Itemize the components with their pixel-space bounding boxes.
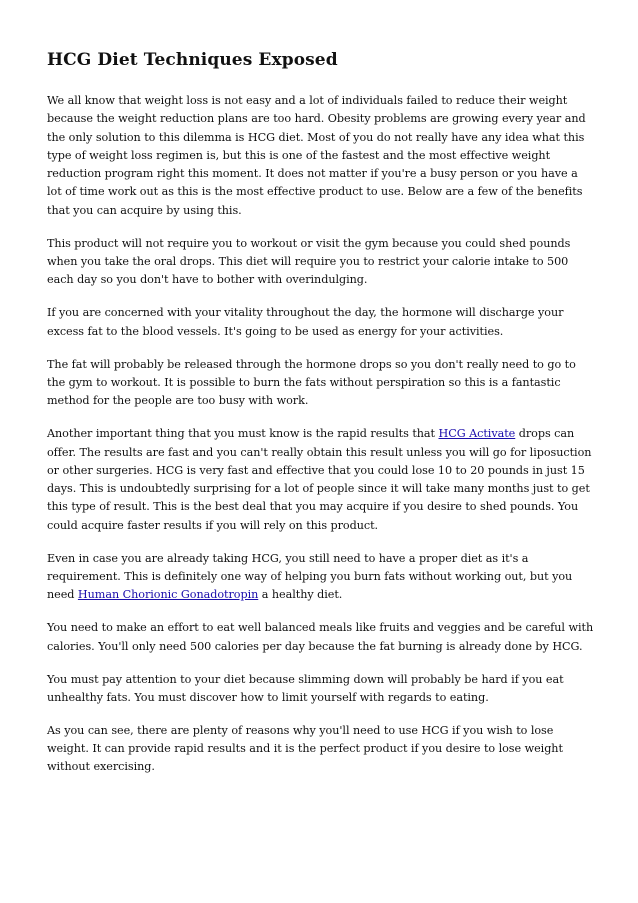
article-title: HCG Diet Techniques Exposed — [47, 50, 338, 70]
human-chorionic-gonadotropin-link[interactable]: Human Chorionic Gonadotropin — [77, 588, 259, 602]
paragraph-attention-diet: You must pay attention to your diet because slimming down will probably be hard if you eat unhealthy fats. You must discover how to limit yourself with regards to eating. — [47, 672, 564, 704]
paragraph-balanced-meals: You need to make an effort to eat well balanced meals like fruits and veggies and be careful with calories. You'll only need 500 calories per day because the fat burning is already done by HCG. — [47, 621, 594, 653]
paragraph-text: drops can offer. The results are fast and you can't really obtain this result unless you will go for liposuction or other surgeries. HCG is very fast and effective that you could lose 10 to 20 pounds in just 15 days. This is undoubtedly surprising for a lot of people since it will take many months just to get this type of result. This is the best deal that you may acquire if you desire to shed pounds. You could acquire faster results if you will rely on this product. — [47, 427, 592, 532]
paragraph-intro: We all know that weight loss is not easy and a lot of individuals failed to reduce their weight because the weight reduction plans are too hard. Obesity problems are growing every year and the only solution to this dilemma is HCG diet. Most of you do not really have any idea what this type of weight loss regimen is, but this is one of the fastest and the most effective weight reduction program right this moment. It does not matter if you're a busy person or you have a lot of time work out as this is the most effective product to use. Below are a few of the benefits that you can acquire by using this. — [47, 94, 586, 217]
paragraph-fat-release: The fat will probably be released through the hormone drops so you don't really need to go to the gym to workout. It is possible to burn the fats without perspiration so this is a fantastic method for the people are too busy with work. — [47, 357, 576, 408]
paragraph-proper-diet — [47, 550, 594, 605]
paragraph-conclusion: As you can see, there are plenty of reasons why you'll need to use HCG if you wish to lose weight. It can provide rapid results and it is the perfect product if you desire to lose weight without exercising. — [47, 723, 563, 774]
paragraph-text: Another important thing that you must know is the rapid results that — [47, 427, 439, 441]
paragraph-no-workout: This product will not require you to workout or visit the gym because you could shed pounds when you take the oral drops. This diet will require you to restrict your calorie intake to 500 each day so you don't have to bother with overindulging. — [47, 236, 571, 287]
paragraph-rapid-results — [47, 425, 594, 535]
paragraph-text: Even in case you are already taking HCG, you still need to have a proper diet as it's a requirement. This is definitely one way of helping you burn fats without working out, but you need — [47, 551, 573, 602]
paragraph-vitality: If you are concerned with your vitality throughout the day, the hormone will discharge your excess fat to the blood vessels. It's going to be used as energy for your activities. — [47, 306, 564, 338]
hcg-activate-link[interactable]: HCG Activate — [438, 427, 516, 441]
paragraph-text: a healthy diet. — [258, 588, 343, 602]
